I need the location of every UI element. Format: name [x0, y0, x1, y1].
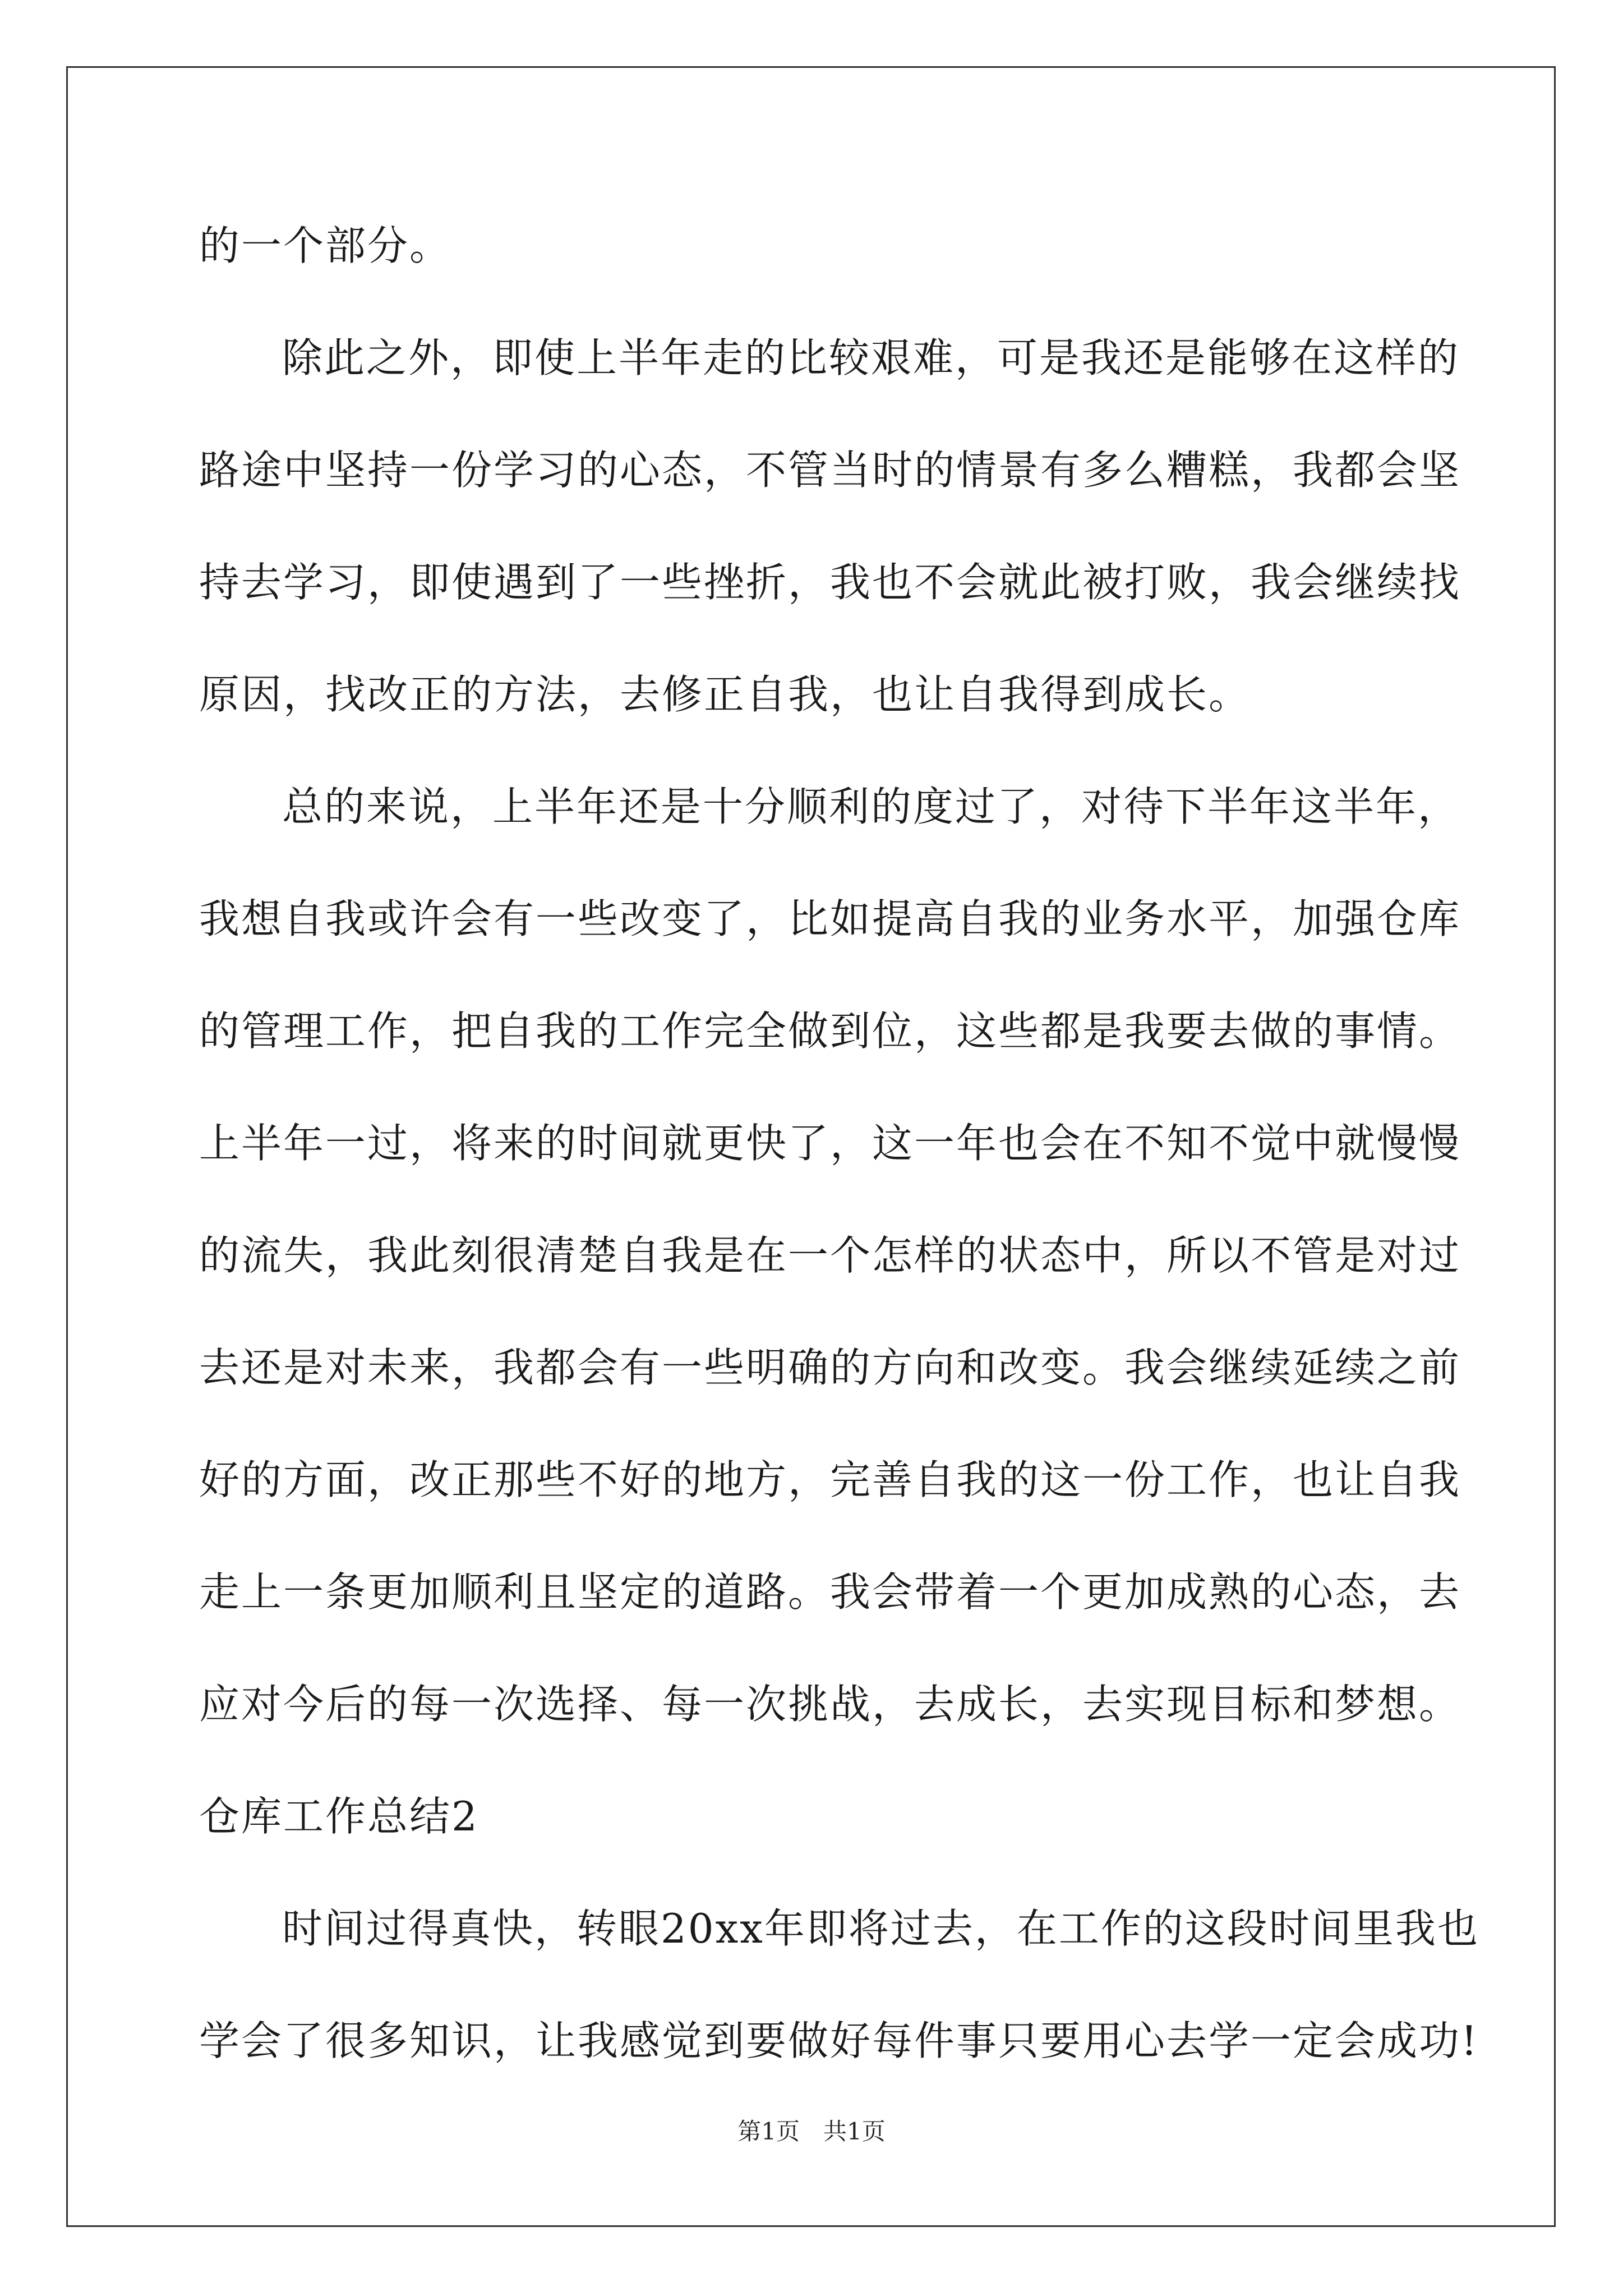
- text-line: 去还是对未来，我都会有一些明确的方向和改变。我会继续延续之前: [199, 1344, 1461, 1391]
- paragraph-start-line: 除此之外，即使上半年走的比较艰难，可是我还是能够在这样的: [282, 334, 1460, 381]
- text-line: 的管理工作，把自我的工作完全做到位，这些都是我要去做的事情。: [199, 1007, 1461, 1055]
- text-line: 上半年一过，将来的时间就更快了，这一年也会在不知不觉中就慢慢: [199, 1120, 1461, 1167]
- text-line: 走上一条更加顺利且坚定的道路。我会带着一个更加成熟的心态，去: [199, 1568, 1461, 1616]
- text-line: 原因，找改正的方法，去修正自我，也让自我得到成长。: [199, 671, 1251, 718]
- paragraph-start-line: 时间过得真快，转眼20xx年即将过去，在工作的这段时间里我也: [282, 1905, 1479, 1952]
- text-line: 持去学习，即使遇到了一些挫折，我也不会就此被打败，我会继续找: [199, 559, 1461, 606]
- text-line: 的流失，我此刻很清楚自我是在一个怎样的状态中，所以不管是对过: [199, 1232, 1461, 1279]
- page-footer: 第1页 共1页: [737, 2118, 886, 2145]
- text-line: 学会了很多知识，让我感觉到要做好每件事只要用心去学一定会成功!: [199, 2017, 1479, 2064]
- text-line: 应对今后的每一次选择、每一次挑战，去成长，去实现目标和梦想。: [199, 1681, 1461, 1728]
- paragraph-start-line: 总的来说，上半年还是十分顺利的度过了，对待下半年这半年，: [282, 783, 1460, 830]
- section-heading: 仓库工作总结2: [199, 1793, 479, 1840]
- text-line: 的一个部分。: [199, 222, 452, 269]
- text-line: 好的方面，改正那些不好的地方，完善自我的这一份工作，也让自我: [199, 1456, 1461, 1503]
- text-line: 路途中坚持一份学习的心态，不管当时的情景有多么糟糕，我都会坚: [199, 447, 1461, 494]
- text-line: 我想自我或许会有一些改变了，比如提高自我的业务水平，加强仓库: [199, 895, 1461, 942]
